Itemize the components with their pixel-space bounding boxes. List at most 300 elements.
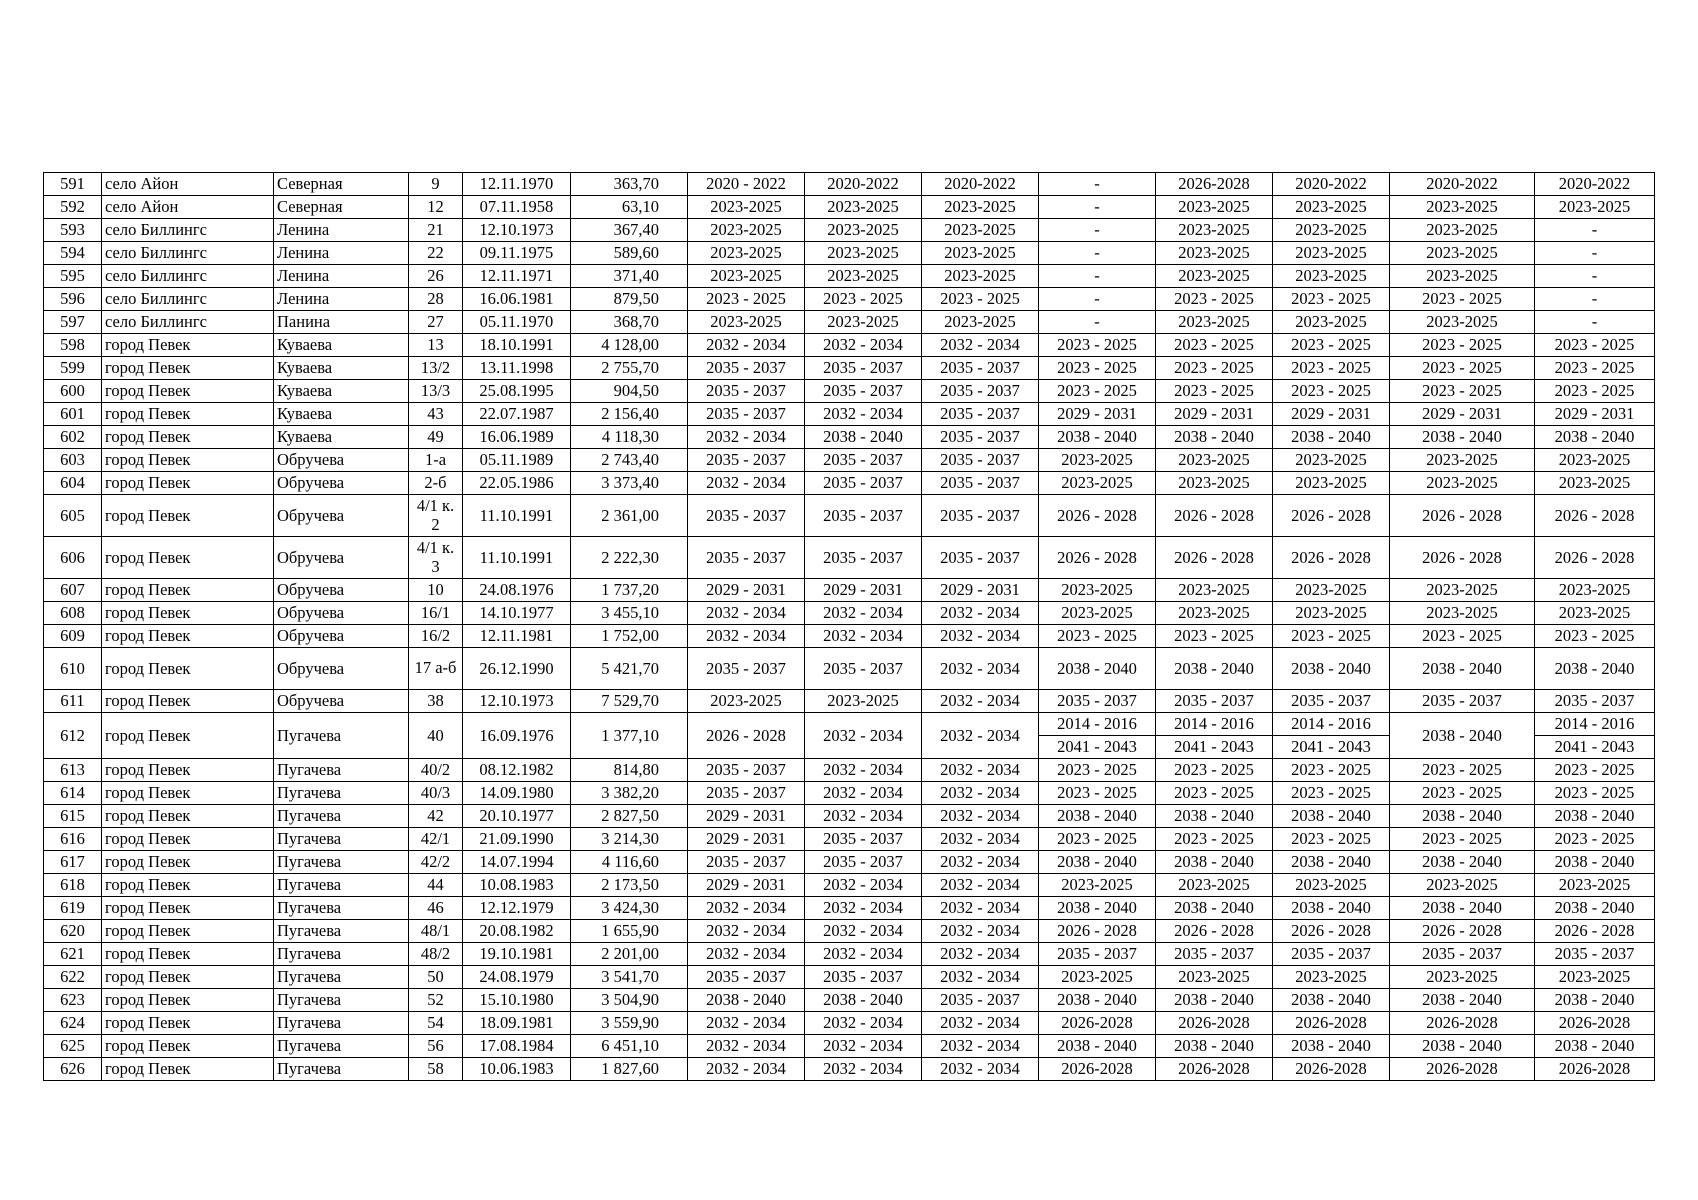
repair-period-cell: 2032 - 2034 — [805, 897, 922, 920]
repair-period-cell: 2023-2025 — [1039, 579, 1156, 602]
housing-repair-schedule-table — [43, 172, 1655, 1081]
table-row — [44, 357, 1655, 380]
area-cell: 1 377,10 — [571, 713, 688, 759]
street-cell: Пугачева — [274, 1012, 409, 1035]
repair-period-cell: 2035 - 2037 — [922, 380, 1039, 403]
repair-period-cell: 2035 - 2037 — [1273, 943, 1390, 966]
repair-period-cell: 2038 - 2040 — [1535, 989, 1655, 1012]
repair-period-cell: 2023-2025 — [922, 219, 1039, 242]
repair-period-cell: 2023 - 2025 — [1039, 625, 1156, 648]
repair-period-cell — [1039, 713, 1156, 759]
repair-period-cell: 2026-2028 — [1156, 173, 1273, 196]
repair-period-cell: 2032 - 2034 — [922, 1058, 1039, 1081]
table-row — [44, 920, 1655, 943]
area-cell: 2 201,00 — [571, 943, 688, 966]
street-cell: Пугачева — [274, 759, 409, 782]
repair-period-cell: 2023 - 2025 — [1273, 357, 1390, 380]
repair-period-cell: 2023-2025 — [1273, 242, 1390, 265]
repair-period-cell: 2032 - 2034 — [922, 966, 1039, 989]
repair-period-cell: 2035 - 2037 — [922, 403, 1039, 426]
repair-period-cell: 2038 - 2040 — [1535, 805, 1655, 828]
street-cell: Обручева — [274, 537, 409, 579]
commission-date-cell: 14.07.1994 — [463, 851, 571, 874]
repair-period-cell: 2026-2028 — [1039, 1058, 1156, 1081]
repair-period-cell: 2023-2025 — [805, 196, 922, 219]
repair-period-cell: 2023 - 2025 — [1039, 828, 1156, 851]
repair-period-cell: 2023 - 2025 — [1156, 782, 1273, 805]
repair-period-first: 2014 - 2016 — [1156, 713, 1272, 736]
row-number-cell: 619 — [44, 897, 102, 920]
area-cell: 7 529,70 — [571, 690, 688, 713]
repair-period-cell: 2023 - 2025 — [1156, 357, 1273, 380]
repair-period-cell: 2023-2025 — [688, 196, 805, 219]
row-number-cell: 609 — [44, 625, 102, 648]
repair-period-cell: 2029 - 2031 — [1390, 403, 1535, 426]
table-row — [44, 1012, 1655, 1035]
repair-period-cell: 2026-2028 — [1156, 1012, 1273, 1035]
repair-period-cell: 2023-2025 — [1273, 449, 1390, 472]
repair-period-cell: 2023-2025 — [805, 690, 922, 713]
street-cell: Пугачева — [274, 989, 409, 1012]
repair-period-cell: 2023-2025 — [805, 219, 922, 242]
street-cell: Пугачева — [274, 1058, 409, 1081]
repair-period-cell: 2023-2025 — [1535, 966, 1655, 989]
repair-period-cell: 2032 - 2034 — [688, 897, 805, 920]
area-cell: 589,60 — [571, 242, 688, 265]
table-row — [44, 265, 1655, 288]
area-cell: 1 752,00 — [571, 625, 688, 648]
table-row — [44, 805, 1655, 828]
repair-period-cell: 2038 - 2040 — [1390, 426, 1535, 449]
table-row — [44, 288, 1655, 311]
repair-period-cell: 2035 - 2037 — [688, 403, 805, 426]
locality-cell: город Певек — [102, 920, 274, 943]
commission-date-cell: 13.11.1998 — [463, 357, 571, 380]
repair-period-cell: 2023-2025 — [922, 265, 1039, 288]
repair-period-cell: 2032 - 2034 — [922, 828, 1039, 851]
repair-period-cell: 2035 - 2037 — [1535, 690, 1655, 713]
table-row — [44, 782, 1655, 805]
repair-period-cell: 2023-2025 — [1156, 265, 1273, 288]
repair-period-cell: 2023-2025 — [1273, 219, 1390, 242]
repair-period-cell: 2038 - 2040 — [805, 426, 922, 449]
repair-period-cell: 2023 - 2025 — [1390, 288, 1535, 311]
repair-period-cell: 2035 - 2037 — [688, 495, 805, 537]
repair-period-cell: 2038 - 2040 — [1039, 805, 1156, 828]
row-number-cell: 622 — [44, 966, 102, 989]
row-number-cell: 616 — [44, 828, 102, 851]
repair-period-cell: - — [1039, 311, 1156, 334]
repair-period-cell: 2026 - 2028 — [1273, 537, 1390, 579]
repair-period-cell: 2035 - 2037 — [805, 851, 922, 874]
repair-period-cell: 2038 - 2040 — [1390, 989, 1535, 1012]
repair-period-cell: - — [1535, 288, 1655, 311]
row-number-cell: 605 — [44, 495, 102, 537]
repair-period-cell: 2026-2028 — [1156, 1058, 1273, 1081]
locality-cell: село Биллингс — [102, 265, 274, 288]
row-number-cell: 602 — [44, 426, 102, 449]
repair-period-cell: 2029 - 2031 — [1535, 403, 1655, 426]
street-cell: Куваева — [274, 403, 409, 426]
repair-period-cell: 2023-2025 — [1390, 449, 1535, 472]
repair-period-cell: 2038 - 2040 — [1156, 1035, 1273, 1058]
repair-period-cell: 2038 - 2040 — [1273, 805, 1390, 828]
house-number-cell: 56 — [409, 1035, 463, 1058]
repair-period-cell: 2023 - 2025 — [1273, 380, 1390, 403]
area-cell: 371,40 — [571, 265, 688, 288]
repair-period-cell: 2023-2025 — [805, 265, 922, 288]
locality-cell: город Певек — [102, 828, 274, 851]
area-cell: 1 655,90 — [571, 920, 688, 943]
repair-period-cell: 2038 - 2040 — [1273, 1035, 1390, 1058]
repair-period-cell: 2032 - 2034 — [805, 713, 922, 759]
repair-period-cell: 2032 - 2034 — [922, 759, 1039, 782]
commission-date-cell: 12.11.1981 — [463, 625, 571, 648]
area-cell: 6 451,10 — [571, 1035, 688, 1058]
area-cell: 3 541,70 — [571, 966, 688, 989]
commission-date-cell: 16.06.1989 — [463, 426, 571, 449]
locality-cell: город Певек — [102, 1035, 274, 1058]
repair-period-cell: 2032 - 2034 — [805, 759, 922, 782]
commission-date-cell: 11.10.1991 — [463, 495, 571, 537]
area-cell: 2 222,30 — [571, 537, 688, 579]
repair-period-cell: 2029 - 2031 — [805, 579, 922, 602]
repair-period-cell: 2023-2025 — [1390, 311, 1535, 334]
house-number-cell: 43 — [409, 403, 463, 426]
repair-period-cell: 2023-2025 — [1156, 874, 1273, 897]
repair-period-cell: 2035 - 2037 — [1273, 690, 1390, 713]
area-cell: 2 755,70 — [571, 357, 688, 380]
repair-period-cell: 2026 - 2028 — [1273, 495, 1390, 537]
repair-period-cell: 2023-2025 — [1156, 472, 1273, 495]
repair-period-cell: 2026 - 2028 — [1156, 920, 1273, 943]
repair-period-cell: 2029 - 2031 — [688, 805, 805, 828]
commission-date-cell: 18.10.1991 — [463, 334, 571, 357]
street-cell: Пугачева — [274, 782, 409, 805]
street-cell: Ленина — [274, 265, 409, 288]
repair-period-cell: 2023-2025 — [922, 196, 1039, 219]
table-row — [44, 380, 1655, 403]
row-number-cell: 595 — [44, 265, 102, 288]
repair-period-cell: 2023-2025 — [1390, 219, 1535, 242]
repair-period-cell: 2023 - 2025 — [1390, 625, 1535, 648]
repair-period-cell: 2023-2025 — [1390, 966, 1535, 989]
commission-date-cell: 16.06.1981 — [463, 288, 571, 311]
repair-period-cell: 2026-2028 — [1273, 1012, 1390, 1035]
commission-date-cell: 12.10.1973 — [463, 690, 571, 713]
locality-cell: город Певек — [102, 690, 274, 713]
repair-period-cell: 2023-2025 — [1273, 602, 1390, 625]
repair-period-cell: 2038 - 2040 — [1156, 851, 1273, 874]
repair-period-cell: - — [1535, 242, 1655, 265]
street-cell: Ленина — [274, 219, 409, 242]
repair-period-cell: 2023-2025 — [1390, 472, 1535, 495]
row-number-cell: 606 — [44, 537, 102, 579]
repair-period-cell: 2026 - 2028 — [1273, 920, 1390, 943]
repair-period-cell: 2026 - 2028 — [1039, 920, 1156, 943]
repair-period-second: 2041 - 2043 — [1291, 737, 1371, 756]
repair-period-cell: 2038 - 2040 — [1390, 897, 1535, 920]
row-number-cell: 599 — [44, 357, 102, 380]
repair-period-cell: 2038 - 2040 — [1039, 897, 1156, 920]
repair-period-cell: 2038 - 2040 — [688, 989, 805, 1012]
repair-period-cell: 2038 - 2040 — [1535, 648, 1655, 690]
row-number-cell: 613 — [44, 759, 102, 782]
row-number-cell: 610 — [44, 648, 102, 690]
repair-period-cell: 2023-2025 — [1039, 966, 1156, 989]
repair-period-cell: 2038 - 2040 — [1156, 648, 1273, 690]
area-cell: 3 373,40 — [571, 472, 688, 495]
table-row — [44, 311, 1655, 334]
area-cell: 63,10 — [571, 196, 688, 219]
house-number-cell: 13 — [409, 334, 463, 357]
locality-cell: село Айон — [102, 196, 274, 219]
table-row — [44, 851, 1655, 874]
locality-cell: город Певек — [102, 713, 274, 759]
repair-period-cell: 2032 - 2034 — [922, 851, 1039, 874]
commission-date-cell: 20.08.1982 — [463, 920, 571, 943]
repair-period-cell: 2032 - 2034 — [688, 334, 805, 357]
commission-date-cell: 09.11.1975 — [463, 242, 571, 265]
repair-period-cell: 2026 - 2028 — [1039, 495, 1156, 537]
area-cell: 814,80 — [571, 759, 688, 782]
repair-period-cell: 2035 - 2037 — [922, 989, 1039, 1012]
repair-period-cell: 2026 - 2028 — [1535, 537, 1655, 579]
repair-period-cell: 2023-2025 — [922, 242, 1039, 265]
repair-period-cell: 2035 - 2037 — [688, 851, 805, 874]
repair-period-cell: 2035 - 2037 — [1039, 690, 1156, 713]
repair-period-cell: 2023-2025 — [1039, 449, 1156, 472]
repair-period-cell: 2023-2025 — [1039, 874, 1156, 897]
row-number-cell: 617 — [44, 851, 102, 874]
table-row — [44, 943, 1655, 966]
repair-period-cell: 2032 - 2034 — [805, 805, 922, 828]
repair-period-cell: 2035 - 2037 — [1535, 943, 1655, 966]
street-cell: Ленина — [274, 288, 409, 311]
area-cell: 4 118,30 — [571, 426, 688, 449]
repair-period-cell: 2023 - 2025 — [1390, 380, 1535, 403]
commission-date-cell: 17.08.1984 — [463, 1035, 571, 1058]
street-cell: Куваева — [274, 426, 409, 449]
repair-period-cell: 2026 - 2028 — [1039, 537, 1156, 579]
repair-period-cell: 2035 - 2037 — [805, 537, 922, 579]
repair-period-cell: 2038 - 2040 — [1156, 989, 1273, 1012]
repair-period-cell: 2023-2025 — [1390, 196, 1535, 219]
repair-period-cell: 2032 - 2034 — [922, 874, 1039, 897]
row-number-cell: 592 — [44, 196, 102, 219]
row-number-cell: 612 — [44, 713, 102, 759]
house-number-cell: 50 — [409, 966, 463, 989]
commission-date-cell: 18.09.1981 — [463, 1012, 571, 1035]
commission-date-cell: 22.05.1986 — [463, 472, 571, 495]
row-number-cell: 596 — [44, 288, 102, 311]
house-number-cell: 48/2 — [409, 943, 463, 966]
repair-period-cell: 2038 - 2040 — [1039, 851, 1156, 874]
repair-period-cell: 2032 - 2034 — [922, 713, 1039, 759]
repair-period-cell: 2023-2025 — [1535, 602, 1655, 625]
row-number-cell: 604 — [44, 472, 102, 495]
area-cell: 4 116,60 — [571, 851, 688, 874]
street-cell: Пугачева — [274, 851, 409, 874]
repair-period-cell: 2035 - 2037 — [805, 648, 922, 690]
repair-period-cell: 2023 - 2025 — [1273, 759, 1390, 782]
repair-period-cell: 2035 - 2037 — [1156, 690, 1273, 713]
repair-period-cell: 2023-2025 — [1273, 579, 1390, 602]
repair-period-cell: 2038 - 2040 — [1156, 426, 1273, 449]
repair-period-cell: 2032 - 2034 — [805, 920, 922, 943]
repair-period-first: 2014 - 2016 — [1039, 713, 1155, 736]
repair-period-cell: - — [1039, 219, 1156, 242]
repair-period-cell: 2035 - 2037 — [688, 782, 805, 805]
house-number-cell: 52 — [409, 989, 463, 1012]
house-number-cell: 44 — [409, 874, 463, 897]
house-number-cell: 42/2 — [409, 851, 463, 874]
street-cell: Обручева — [274, 625, 409, 648]
repair-period-cell: 2029 - 2031 — [688, 579, 805, 602]
repair-period-cell: 2026-2028 — [1535, 1012, 1655, 1035]
row-number-cell: 600 — [44, 380, 102, 403]
repair-period-cell: 2035 - 2037 — [688, 648, 805, 690]
row-number-cell: 603 — [44, 449, 102, 472]
table-row — [44, 874, 1655, 897]
locality-cell: город Певек — [102, 579, 274, 602]
repair-period-cell: 2032 - 2034 — [922, 334, 1039, 357]
repair-period-cell: 2035 - 2037 — [805, 495, 922, 537]
row-number-cell: 607 — [44, 579, 102, 602]
repair-period-cell: 2023 - 2025 — [1156, 625, 1273, 648]
repair-period-cell: 2023 - 2025 — [1273, 625, 1390, 648]
house-number-cell: 28 — [409, 288, 463, 311]
repair-period-cell: 2038 - 2040 — [1390, 648, 1535, 690]
repair-period-cell: 2038 - 2040 — [1156, 897, 1273, 920]
house-number-cell: 40 — [409, 713, 463, 759]
repair-period-cell: 2026-2028 — [1390, 1012, 1535, 1035]
locality-cell: село Биллингс — [102, 311, 274, 334]
locality-cell: город Певек — [102, 1058, 274, 1081]
locality-cell: город Певек — [102, 602, 274, 625]
repair-period-cell: 2023-2025 — [1535, 196, 1655, 219]
repair-period-cell: 2032 - 2034 — [688, 472, 805, 495]
repair-period-cell: 2026-2028 — [1390, 1058, 1535, 1081]
locality-cell: город Певек — [102, 943, 274, 966]
repair-period-cell: 2023-2025 — [1273, 311, 1390, 334]
locality-cell: город Певек — [102, 334, 274, 357]
street-cell: Панина — [274, 311, 409, 334]
commission-date-cell: 10.06.1983 — [463, 1058, 571, 1081]
repair-period-cell: 2023-2025 — [688, 265, 805, 288]
repair-period-cell: 2038 - 2040 — [1039, 648, 1156, 690]
area-cell: 1 737,20 — [571, 579, 688, 602]
locality-cell: город Певек — [102, 874, 274, 897]
repair-period-cell: 2035 - 2037 — [688, 357, 805, 380]
commission-date-cell: 24.08.1976 — [463, 579, 571, 602]
repair-period-cell: 2032 - 2034 — [922, 805, 1039, 828]
repair-period-cell: - — [1039, 288, 1156, 311]
repair-period-cell: 2023-2025 — [1535, 449, 1655, 472]
repair-period-cell: 2026 - 2028 — [1390, 537, 1535, 579]
repair-period-cell: 2029 - 2031 — [1039, 403, 1156, 426]
repair-period-cell: 2035 - 2037 — [805, 357, 922, 380]
locality-cell: город Певек — [102, 1012, 274, 1035]
table-row — [44, 472, 1655, 495]
repair-period-cell: 2029 - 2031 — [688, 828, 805, 851]
repair-period-cell: 2032 - 2034 — [805, 403, 922, 426]
repair-period-cell: 2032 - 2034 — [922, 1035, 1039, 1058]
repair-period-cell: 2023-2025 — [1156, 242, 1273, 265]
repair-period-cell: 2023 - 2025 — [1390, 759, 1535, 782]
street-cell: Обручева — [274, 602, 409, 625]
repair-period-cell: - — [1535, 219, 1655, 242]
street-cell: Пугачева — [274, 805, 409, 828]
table-row — [44, 897, 1655, 920]
house-number-cell: 4/1 к. 2 — [409, 495, 463, 537]
repair-period-cell: 2020-2022 — [1390, 173, 1535, 196]
table-row — [44, 1058, 1655, 1081]
repair-period-cell: 2023-2025 — [688, 690, 805, 713]
repair-period-cell: 2023-2025 — [1156, 579, 1273, 602]
locality-cell: село Биллингс — [102, 288, 274, 311]
repair-period-cell: 2023-2025 — [1156, 196, 1273, 219]
repair-period-cell: 2032 - 2034 — [922, 782, 1039, 805]
house-number-cell: 13/2 — [409, 357, 463, 380]
house-number-cell: 22 — [409, 242, 463, 265]
repair-period-cell: 2023 - 2025 — [1535, 782, 1655, 805]
repair-period-cell: 2032 - 2034 — [922, 690, 1039, 713]
locality-cell: город Певек — [102, 648, 274, 690]
house-number-cell: 42 — [409, 805, 463, 828]
street-cell: Обручева — [274, 472, 409, 495]
area-cell: 2 156,40 — [571, 403, 688, 426]
street-cell: Северная — [274, 173, 409, 196]
repair-period-cell: 2035 - 2037 — [688, 966, 805, 989]
house-number-cell: 13/3 — [409, 380, 463, 403]
locality-cell: город Певек — [102, 426, 274, 449]
repair-period-second: 2041 - 2043 — [1057, 737, 1137, 756]
repair-period-cell: 2038 - 2040 — [1390, 713, 1535, 759]
area-cell: 4 128,00 — [571, 334, 688, 357]
house-number-cell: 48/1 — [409, 920, 463, 943]
repair-period-cell: 2032 - 2034 — [922, 943, 1039, 966]
repair-period-cell: 2023 - 2025 — [805, 288, 922, 311]
table-row — [44, 537, 1655, 579]
repair-period-cell: 2035 - 2037 — [805, 380, 922, 403]
repair-period-cell: 2023 - 2025 — [1535, 357, 1655, 380]
area-cell: 3 504,90 — [571, 989, 688, 1012]
row-number-cell: 601 — [44, 403, 102, 426]
repair-period-cell: 2026 - 2028 — [1390, 920, 1535, 943]
repair-period-cell: 2026 - 2028 — [1156, 495, 1273, 537]
street-cell: Пугачева — [274, 897, 409, 920]
repair-period-cell: 2035 - 2037 — [805, 472, 922, 495]
commission-date-cell: 08.12.1982 — [463, 759, 571, 782]
locality-cell: город Певек — [102, 357, 274, 380]
locality-cell: город Певек — [102, 759, 274, 782]
repair-period-cell: - — [1039, 265, 1156, 288]
repair-period-cell: 2035 - 2037 — [688, 380, 805, 403]
locality-cell: город Певек — [102, 403, 274, 426]
repair-period-cell: 2032 - 2034 — [805, 1058, 922, 1081]
repair-period-cell: 2032 - 2034 — [922, 648, 1039, 690]
repair-period-cell: 2023 - 2025 — [1039, 759, 1156, 782]
repair-period-cell: 2023-2025 — [1039, 602, 1156, 625]
street-cell: Обручева — [274, 495, 409, 537]
repair-period-cell: 2023 - 2025 — [1156, 288, 1273, 311]
repair-period-second: 2041 - 2043 — [1554, 737, 1635, 756]
row-number-cell: 593 — [44, 219, 102, 242]
house-number-cell: 40/2 — [409, 759, 463, 782]
repair-period-cell: 2035 - 2037 — [1390, 943, 1535, 966]
locality-cell: город Певек — [102, 782, 274, 805]
